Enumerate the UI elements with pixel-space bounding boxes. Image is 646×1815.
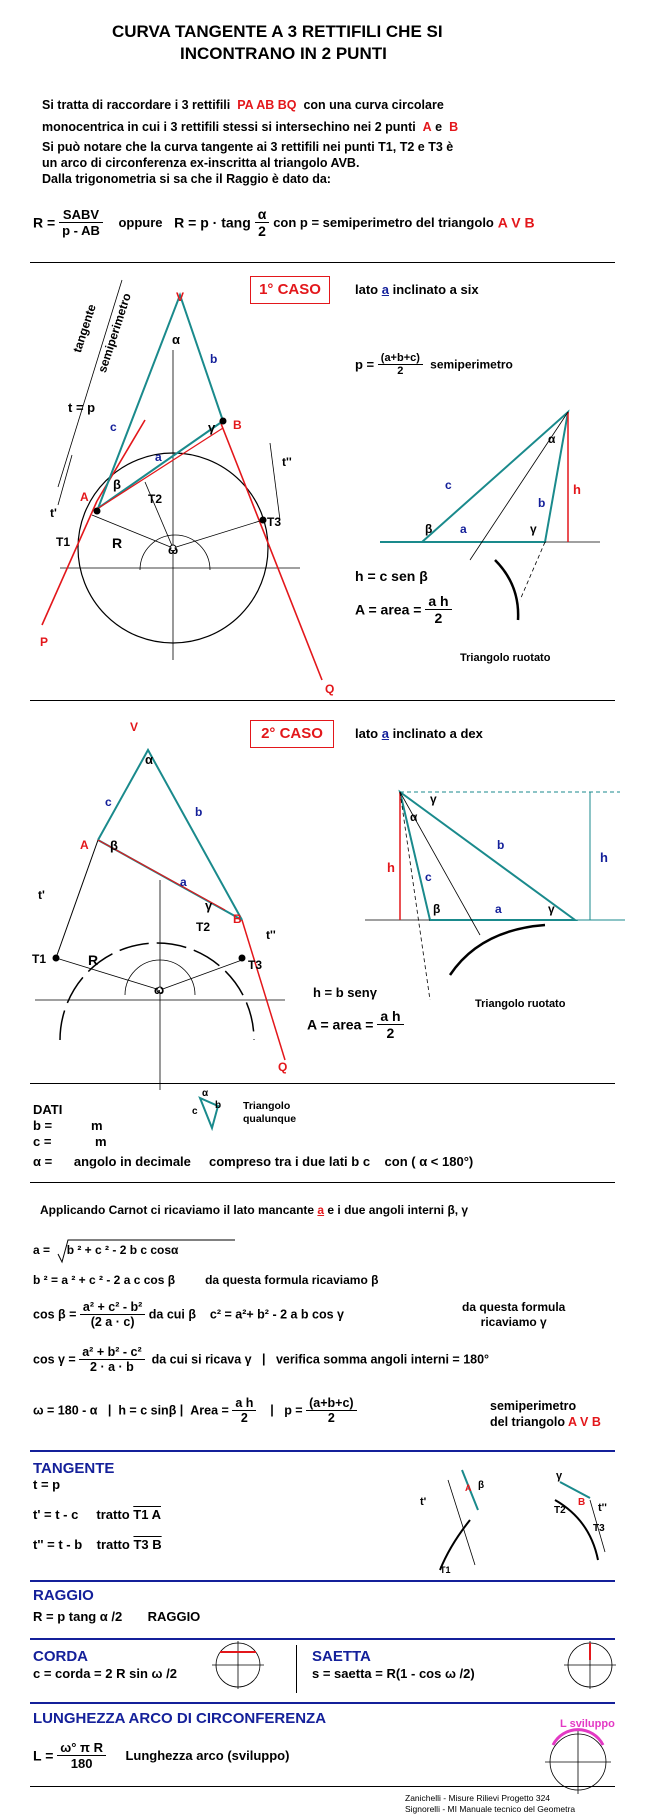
label-B2: B — [233, 912, 242, 926]
td2-T3: T3 — [593, 1523, 605, 1534]
label-T2-2: T2 — [196, 920, 211, 934]
tangent-diagram-2 — [555, 1482, 605, 1560]
case-1-desc: lato a inclinato a six — [355, 282, 479, 297]
saetta-circle-icon — [564, 1641, 616, 1689]
tangente-t2: t'' = t - b tratto T3 B — [33, 1537, 162, 1552]
corda-eq: c = corda = 2 R sin ω /2 — [33, 1666, 177, 1681]
label-V2: V — [130, 720, 139, 734]
label-c2: c — [105, 795, 112, 809]
carnot-cosg: cos γ = $\frac{\text{a² + b² - c²}}{2 \cdot a \cdot b}$ da cui si ricava γ | verifica somma angoli interni = 180° — [33, 1345, 490, 1374]
case-1-h-formula: h = c sen β — [355, 568, 428, 584]
tangente-t1: t' = t - c tratto T1 A — [33, 1507, 161, 1522]
saetta-eq: s = saetta = R(1 - cos ω /2) — [312, 1666, 475, 1681]
rot1-h: h — [573, 482, 581, 497]
dati-triangle-label: Triangolo — [243, 1100, 291, 1112]
carnot-intro: Applicando Carnot ci ricaviamo il lato mancante a e i due angoli interni β, γ — [40, 1203, 469, 1217]
carnot-a: a = b ² + c ² - 2 b c cosα — [33, 1243, 179, 1257]
rot2-gamma-2: γ — [548, 902, 555, 916]
td2-t2: t'' — [598, 1502, 607, 1514]
case-2-h-formula: h = b senγ — [313, 985, 377, 1000]
page-title-line2: INCONTRANO IN 2 PUNTI — [180, 44, 387, 63]
label-tangente: tangente — [70, 302, 99, 355]
divider — [30, 700, 615, 701]
label-beta2: β — [110, 838, 118, 853]
rot2-h-dim: h — [600, 850, 608, 865]
saetta-title: SAETTA — [312, 1648, 371, 1665]
rot2-gamma: γ — [430, 792, 437, 806]
divider — [30, 1580, 615, 1582]
label-T3: T3 — [267, 515, 282, 529]
arco-circle-icon — [545, 1730, 611, 1794]
case-1-p-formula: p = $\frac{(a+b+c)}{2}$ semiperimetro — [355, 352, 513, 377]
case-2-area-formula: A = area = $\frac{\text{a h}}{2}$ — [307, 1008, 404, 1041]
td2-B: B — [578, 1497, 586, 1508]
label-T1: T1 — [56, 535, 71, 549]
divider — [30, 1182, 615, 1183]
label-A2: A — [80, 838, 89, 852]
rot1-gamma: γ — [530, 522, 537, 536]
td1-beta: β — [478, 1480, 485, 1491]
label-a2: a — [180, 875, 187, 889]
label-b1: b — [210, 352, 218, 366]
tangent-diagram-1 — [440, 1470, 478, 1570]
divider — [30, 1638, 615, 1640]
raggio-eq: R = p tang α /2 RAGGIO — [33, 1609, 201, 1624]
carnot-cosb: cos β = $\frac{\text{a² + c² - b²}}{(2 a \cdot c)}$ da cui β c² = a²+ b² - 2 a b cos γ — [33, 1300, 344, 1329]
case-2-box: 2° CASO — [250, 720, 334, 748]
tangente-tp: t = p — [33, 1477, 61, 1492]
arco-title: LUNGHEZZA ARCO DI CIRCONFERENZA — [33, 1710, 327, 1727]
dati-tri-alpha: α — [202, 1088, 209, 1099]
rot1-alpha: α — [548, 432, 556, 446]
label-Q2: Q — [278, 1060, 288, 1074]
dati-triangle-label-2: qualunque — [243, 1113, 297, 1125]
label-t1: t' — [50, 506, 57, 520]
arco-eq: L = $\frac{\text{ω° π R}}{180}$ Lunghezza arco (sviluppo) — [33, 1740, 290, 1771]
label-V1: V — [176, 290, 185, 304]
label-T1-2: T1 — [32, 952, 47, 966]
footer-line-1: Zanichelli - Misure Rilievi Progetto 324 — [405, 1793, 551, 1803]
label-R1: R — [112, 535, 123, 551]
label-Q: Q — [325, 682, 335, 696]
label-a1: a — [155, 450, 162, 464]
case-2-desc: lato a inclinato a dex — [355, 726, 483, 741]
case-1-rotated-caption: Triangolo ruotato — [460, 652, 551, 664]
label-omega1: ω — [168, 543, 179, 557]
dati-title: DATI — [33, 1102, 63, 1117]
radius-formula: R = $\frac{\text{SABV}}{p - AB}$ oppure R = p · tang $\frac{\alpha}{2}$ con p = semiperimetro del triangolo A V B — [33, 206, 535, 239]
divider — [30, 1786, 615, 1787]
label-P: P — [40, 635, 49, 649]
rot2-beta: β — [433, 902, 441, 916]
label-R2: R — [88, 952, 99, 968]
label-t2-2: t'' — [266, 928, 276, 942]
arco-sviluppo-label: L sviluppo — [560, 1718, 615, 1730]
divider — [30, 1083, 615, 1084]
case-2-rotated-triangle — [365, 792, 625, 1000]
dati-c: c = m — [33, 1134, 107, 1149]
carnot-semi: semiperimetro del triangolo A V B — [490, 1399, 601, 1429]
case-1-box: 1° CASO — [250, 276, 330, 304]
intro-line-1: Si tratta di raccordare i 3 rettifili PA AB BQ con una curva circolare — [42, 98, 444, 112]
intro-line-2: monocentrica in cui i 3 rettifili stessi si intersechino nei 2 punti A e B — [42, 120, 459, 134]
label-alpha2: α — [145, 752, 153, 767]
tangente-title: TANGENTE — [33, 1460, 115, 1477]
rot1-beta: β — [425, 522, 433, 536]
rot2-c: c — [425, 870, 432, 884]
divider — [30, 1702, 615, 1704]
label-t1-2: t' — [38, 888, 45, 902]
dati-tri-c: c — [192, 1106, 198, 1117]
label-omega2: ω — [154, 983, 165, 997]
page-title: CURVA TANGENTE A 3 RETTIFILI CHE SI — [112, 22, 443, 41]
label-alpha1: α — [172, 332, 180, 347]
case-2-figure — [35, 750, 288, 1090]
td1-T1: T1 — [440, 1565, 451, 1575]
case-2-rotated-caption: Triangolo ruotato — [475, 998, 566, 1010]
dati-b: b = m — [33, 1118, 103, 1133]
label-b2: b — [195, 805, 203, 819]
case-1-area-formula: A = area = $\frac{\text{a h}}{2}$ — [355, 593, 452, 626]
corda-title: CORDA — [33, 1648, 88, 1665]
label-gamma2: γ — [205, 898, 213, 913]
rot2-h: h — [387, 860, 395, 875]
label-c1: c — [110, 420, 117, 434]
td1-A: A — [465, 1483, 472, 1493]
td1-t1: t' — [420, 1496, 427, 1508]
rot2-a: a — [495, 902, 502, 916]
label-B1: B — [233, 418, 242, 432]
rot2-b: b — [497, 838, 505, 852]
label-beta1: β — [113, 477, 121, 492]
rot1-b: b — [538, 496, 546, 510]
intro-line-4: un arco di circonferenza ex-inscritta al triangolo AVB. — [42, 156, 360, 170]
td2-T2: T2 — [554, 1505, 566, 1516]
corda-circle-icon — [212, 1641, 264, 1689]
rot1-a: a — [460, 522, 467, 536]
dati-tri-b: b — [215, 1100, 222, 1111]
td2-gamma: γ — [556, 1470, 563, 1482]
label-t2: t'' — [282, 455, 292, 469]
intro-line-5: Dalla trigonometria si sa che il Raggio è dato da: — [42, 172, 331, 186]
intro-line-3: Si può notare che la curva tangente ai 3 rettifili nei punti T1, T2 e T3 è — [42, 140, 454, 154]
label-A1: A — [80, 490, 89, 504]
label-T2: T2 — [148, 492, 163, 506]
label-T3-2: T3 — [248, 958, 263, 972]
case-1-rotated-triangle — [380, 412, 600, 620]
divider — [30, 1450, 615, 1452]
dati-alpha: α = angolo in decimale compreso tra i due lati b c con ( α < 180°) — [33, 1154, 474, 1169]
label-tp: t = p — [68, 400, 96, 415]
carnot-row: ω = 180 - α | h = c sinβ | Area = $\frac{\text{a h}}{2}$ | p = $\frac{(a+b+c)}{2}$ — [33, 1396, 357, 1425]
carnot-c2-desc: da questa formula ricaviamo γ — [462, 1300, 566, 1329]
label-gamma1: γ — [208, 420, 216, 435]
rot1-c: c — [445, 478, 452, 492]
corda-saetta-separator — [296, 1645, 297, 1693]
rot2-alpha: α — [410, 810, 418, 824]
raggio-title: RAGGIO — [33, 1587, 94, 1604]
carnot-b2: b ² = a ² + c ² - 2 a c cos β da questa formula ricaviamo β — [33, 1273, 379, 1287]
footer-line-2: Signorelli - MI Manuale tecnico del Geometra — [405, 1804, 576, 1814]
label-semiperimetro: semiperimetro — [95, 291, 134, 375]
